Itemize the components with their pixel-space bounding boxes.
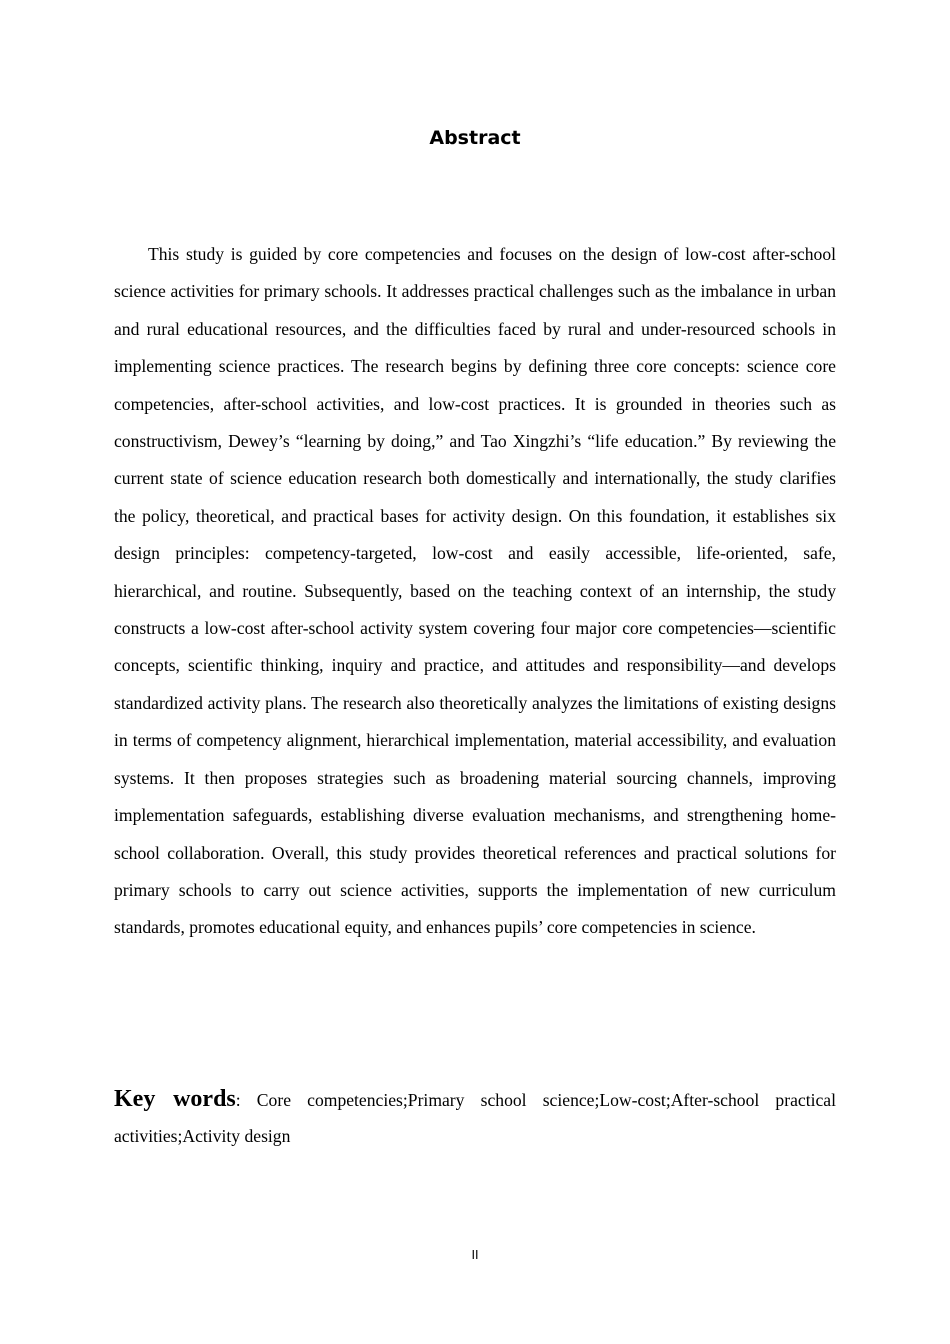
keywords-separator: : bbox=[235, 1090, 257, 1110]
page-title: Abstract bbox=[429, 127, 521, 149]
page-number: II bbox=[471, 1248, 479, 1262]
keywords-line bbox=[114, 1081, 836, 1154]
keywords-label: Key words bbox=[114, 1086, 236, 1112]
abstract-body: This study is guided by core competencies and focuses on the design of low-cost after-school science activities for primary schools. It addresses practical challenges such as the imbalance in urban and rural educational resources, and the difficulties faced by rural and under-resourced schools in implementing science practices. The research begins by defining three core concepts: science core competencies, after-school activities, and low-cost practices. It is grounded in theories such as constructivism, Dewey’s “learning by doing,” and Tao Xingzhi’s “life education.” By reviewing the current state of science education research both domestically and internationally, the study clarifies the policy, theoretical, and practical bases for activity design. On this foundation, it establishes six design principles: competency-targeted, low-cost and easily accessible, life-oriented, safe, hierarchical, and routine. Subsequently, based on the teaching context of an internship, the study constructs a low-cost after-school activity system covering four major core competencies—scientific concepts, scientific thinking, inquiry and practice, and attitudes and responsibility—and develops standardized activity plans. The research also theoretically analyzes the limitations of existing designs in terms of competency alignment, hierarchical implementation, material accessibility, and evaluation systems. It then proposes strategies such as broadening material sourcing channels, improving implementation safeguards, establishing diverse evaluation mechanisms, and strengthening home-school collaboration. Overall, this study provides theoretical references and practical solutions for primary schools to carry out science activities, supports the implementation of new curriculum standards, promotes educational equity, and enhances pupils’ core competencies in science. bbox=[114, 244, 836, 938]
keywords-text: Core competencies;Primary school science;Low-cost;After-school practical activities;Activity design bbox=[114, 1090, 836, 1146]
